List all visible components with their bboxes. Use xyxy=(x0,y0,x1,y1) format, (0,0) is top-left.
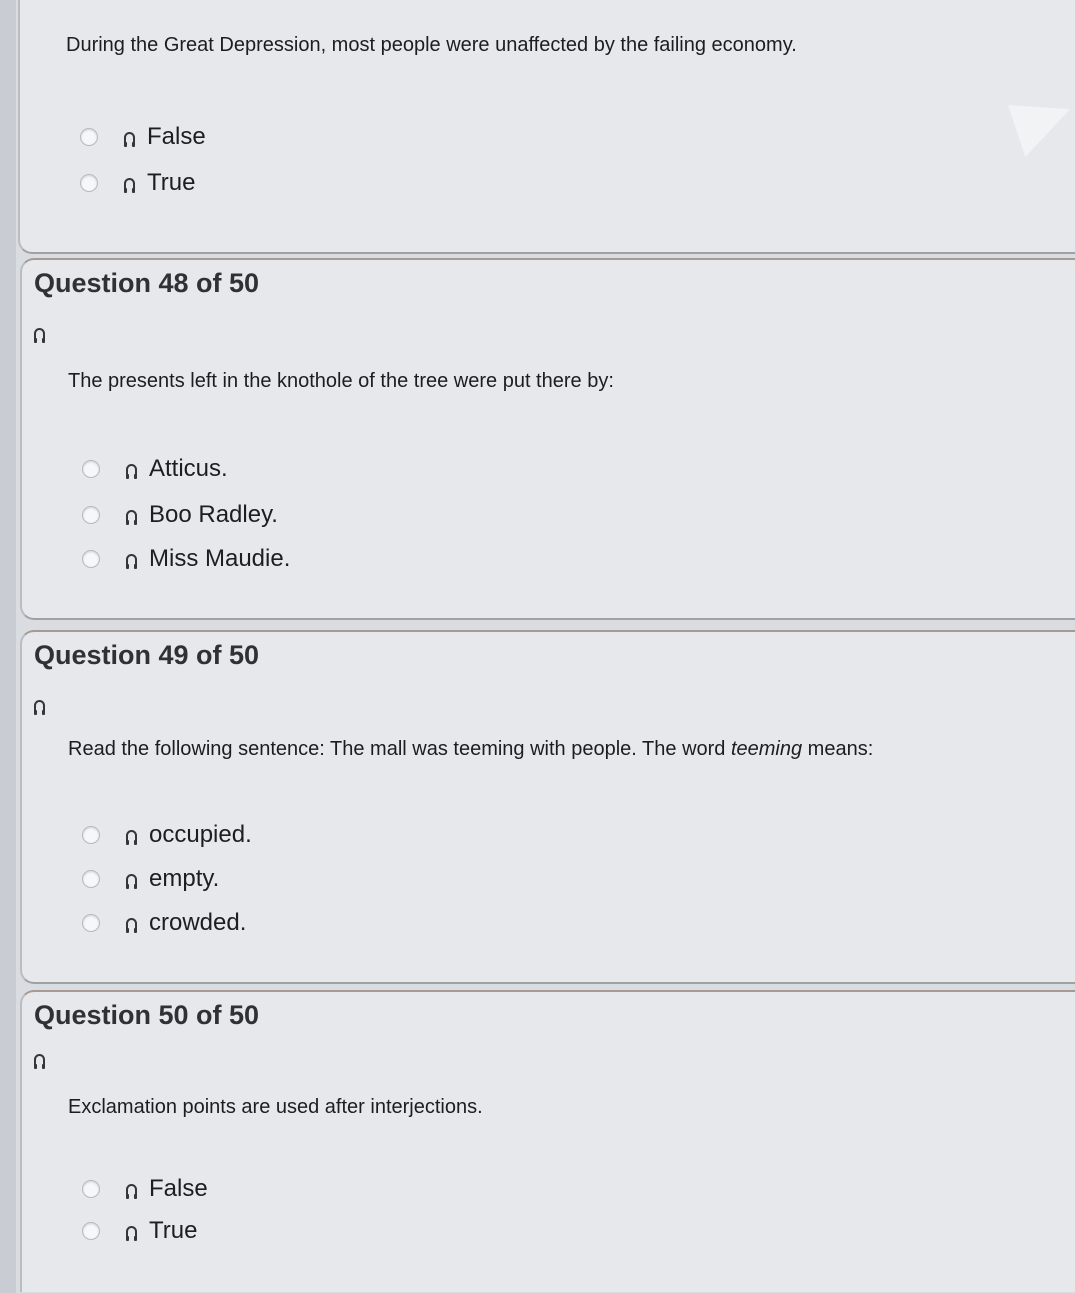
radio-button[interactable] xyxy=(82,550,100,568)
option-label: empty. xyxy=(149,865,220,892)
question-card-47 xyxy=(18,0,1075,254)
question-text: The presents left in the knothole of the tree were put there by: xyxy=(68,370,614,392)
option-label: crowded. xyxy=(149,909,247,936)
question-text xyxy=(68,738,873,761)
answer-option[interactable] xyxy=(80,168,195,198)
option-label: True xyxy=(147,169,196,196)
answer-option[interactable] xyxy=(82,500,278,530)
headphones-icon[interactable] xyxy=(126,918,137,929)
radio-button[interactable] xyxy=(82,1222,100,1240)
option-label: Atticus. xyxy=(149,455,228,482)
left-margin xyxy=(0,0,16,1293)
headphones-icon[interactable] xyxy=(126,830,137,841)
question-text-start: Read the following sentence: The mall was teeming with people. The word xyxy=(68,738,731,760)
answer-option[interactable] xyxy=(82,820,252,850)
headphones-icon[interactable] xyxy=(126,1184,137,1195)
question-header: Question 48 of 50 xyxy=(34,268,260,298)
answer-option[interactable] xyxy=(82,1174,208,1204)
question-text: Exclamation points are used after interjections. xyxy=(68,1096,483,1118)
answer-option[interactable] xyxy=(82,1216,197,1246)
question-text-end: means: xyxy=(802,738,874,760)
question-header: Question 49 of 50 xyxy=(34,640,260,670)
option-label: True xyxy=(149,1217,198,1244)
headphones-icon[interactable] xyxy=(126,554,137,565)
question-header: Question 50 of 50 xyxy=(34,1000,260,1030)
question-text: During the Great Depression, most people were unaffected by the failing economy. xyxy=(66,34,797,56)
option-label: occupied. xyxy=(149,821,252,848)
headphones-icon[interactable] xyxy=(126,510,137,521)
answer-option[interactable] xyxy=(82,908,246,938)
headphones-icon[interactable] xyxy=(124,178,135,189)
option-label: False xyxy=(147,123,206,150)
option-label: False xyxy=(149,1175,208,1202)
question-card-48 xyxy=(20,258,1075,620)
radio-button[interactable] xyxy=(82,914,100,932)
radio-button[interactable] xyxy=(82,506,100,524)
question-card-49 xyxy=(20,630,1075,984)
headphones-icon[interactable] xyxy=(124,132,135,143)
option-label: Boo Radley. xyxy=(149,501,278,528)
answer-option[interactable] xyxy=(82,544,290,574)
radio-button[interactable] xyxy=(82,870,100,888)
headphones-icon[interactable] xyxy=(126,1226,137,1237)
radio-button[interactable] xyxy=(82,826,100,844)
radio-button[interactable] xyxy=(82,1180,100,1198)
radio-button[interactable] xyxy=(80,128,98,146)
option-label: Miss Maudie. xyxy=(149,545,291,572)
headphones-icon[interactable] xyxy=(34,1054,45,1065)
headphones-icon[interactable] xyxy=(126,464,137,475)
emphasized-word: teeming xyxy=(730,738,803,760)
headphones-icon[interactable] xyxy=(126,874,137,885)
question-card-50 xyxy=(20,990,1075,1292)
answer-option[interactable] xyxy=(80,122,206,152)
answer-option[interactable] xyxy=(82,864,219,894)
radio-button[interactable] xyxy=(82,460,100,478)
headphones-icon[interactable] xyxy=(34,328,45,339)
radio-button[interactable] xyxy=(80,174,98,192)
headphones-icon[interactable] xyxy=(34,700,45,711)
answer-option[interactable] xyxy=(82,454,228,484)
